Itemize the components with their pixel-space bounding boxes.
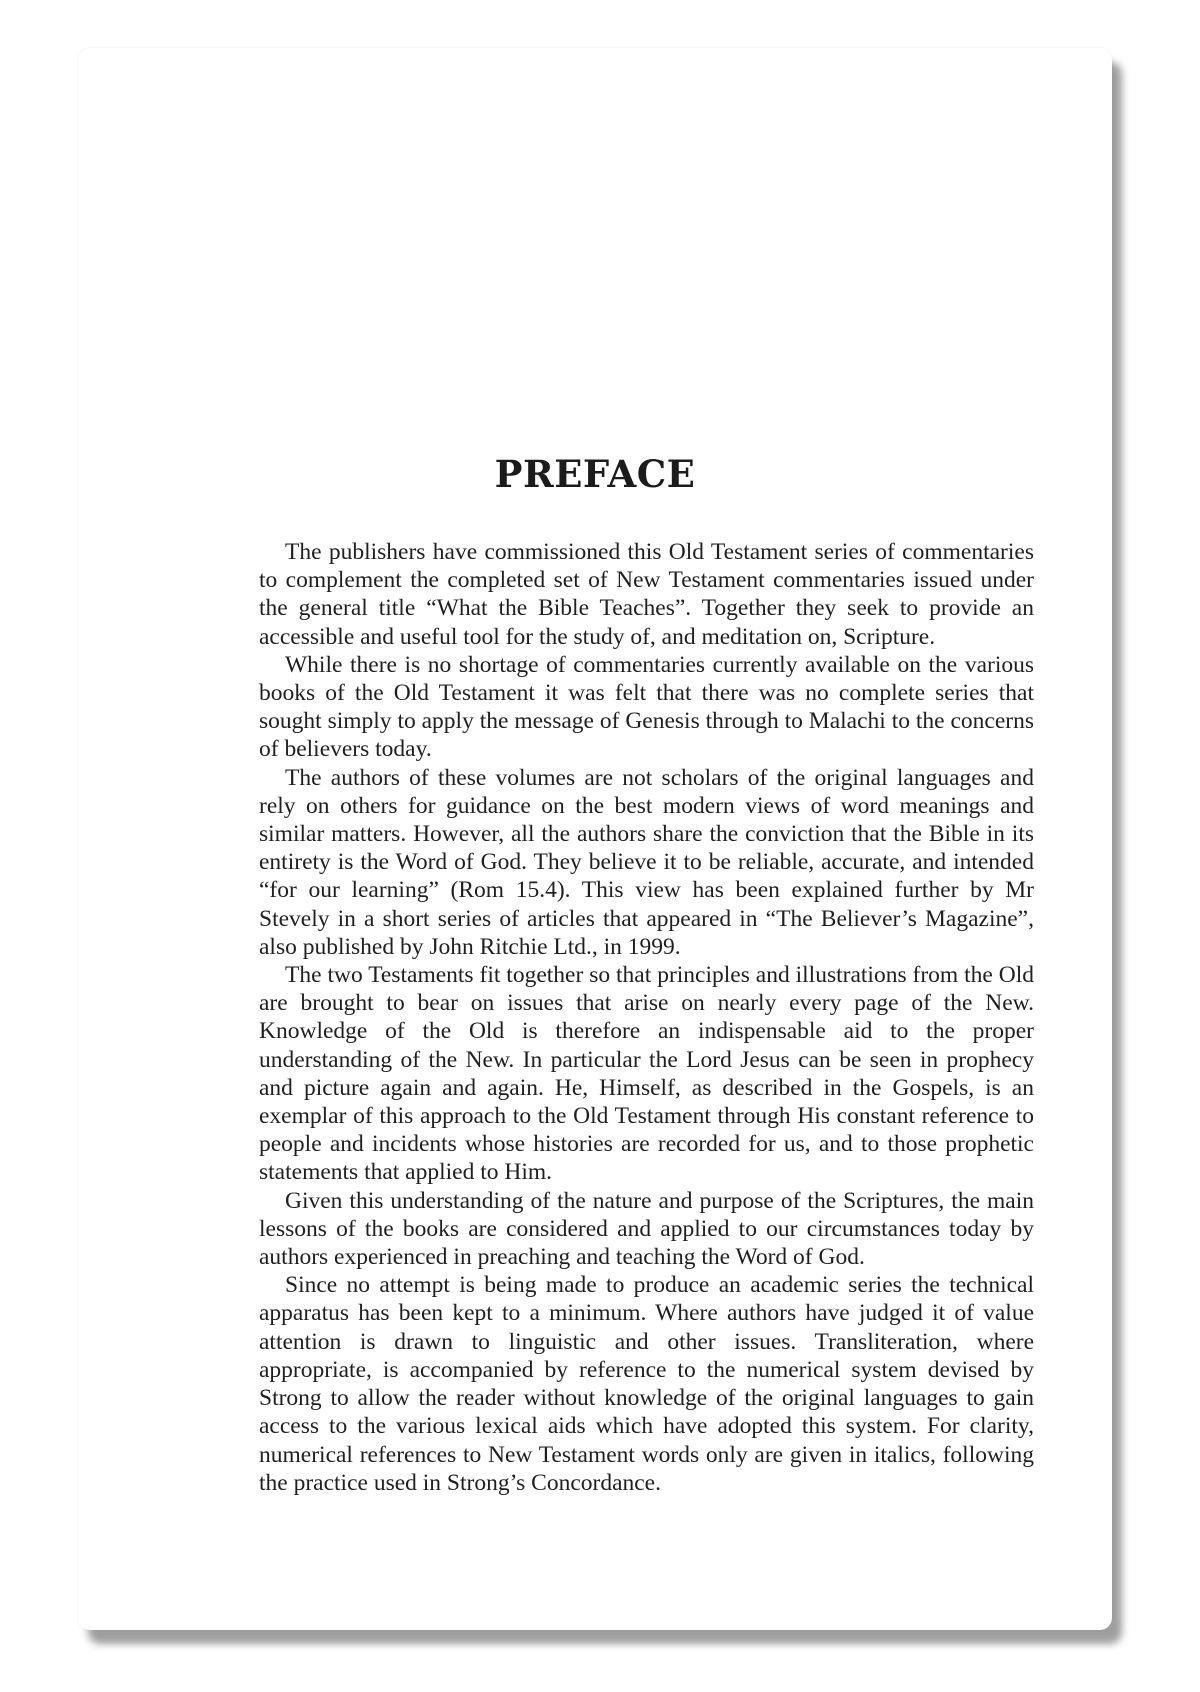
paragraph: Since no attempt is being made to produce an academic series the technical apparatus has been kept to a minimum. Where authors have judged it of value attention is drawn to linguistic and other issues. Transliteration, where appropriate, is accompanied by reference to the numerical system devised by Strong to allow the reader without knowledge of the original languages to gain access to the various lexical aids which have adopted this system. For clarity, numerical references to New Testament words only are given in italics, following the practice used in Strong’s Concordance.	[259, 1272, 1034, 1496]
paragraph: The publishers have commissioned this Old Testament series of commentaries to complement the completed set of New Testament commentaries issued under the general title “What the Bible Teaches”. Together they seek to provide an accessible and useful tool for the study of, and meditation on, Scripture.	[259, 539, 1034, 650]
paragraph: The authors of these volumes are not scholars of the original languages and rely on others for guidance on the best modern views of word meanings and similar matters. However, all the authors share the conviction that the Bible in its entirety is the Word of God. They believe it to be reliable, accurate, and intended “for our learning” (Rom 15.4). This view has been explained further by Mr Stevely in a short series of articles that appeared in “The Believer’s Magazine”, also published by John Ritchie Ltd., in 1999.	[259, 764, 1034, 960]
paragraph: The two Testaments fit together so that principles and illustrations from the Old are brought to bear on issues that arise on nearly every page of the New. Knowledge of the Old is therefore an indispensable aid to the proper understanding of the New. In particular the Lord Jesus can be seen in prophecy and picture again and again. He, Himself, as described in the Gospels, is an exemplar of this approach to the Old Testament through His constant reference to people and incidents whose histories are recorded for us, and to those prophetic statements that applied to Him.	[259, 962, 1034, 1186]
paragraph: Given this understanding of the nature and purpose of the Scriptures, the main lessons of the books are considered and applied to our circumstances today by authors experienced in preaching and teaching the Word of God.	[259, 1187, 1034, 1271]
paragraph: While there is no shortage of commentaries currently available on the various books of the Old Testament it was felt that there was no complete series that sought simply to apply the message of Genesis through to Malachi to the concerns of believers today.	[259, 651, 1034, 763]
document-page	[78, 48, 1112, 1630]
page-title: PREFACE	[494, 452, 696, 496]
body-text	[259, 538, 1034, 1497]
